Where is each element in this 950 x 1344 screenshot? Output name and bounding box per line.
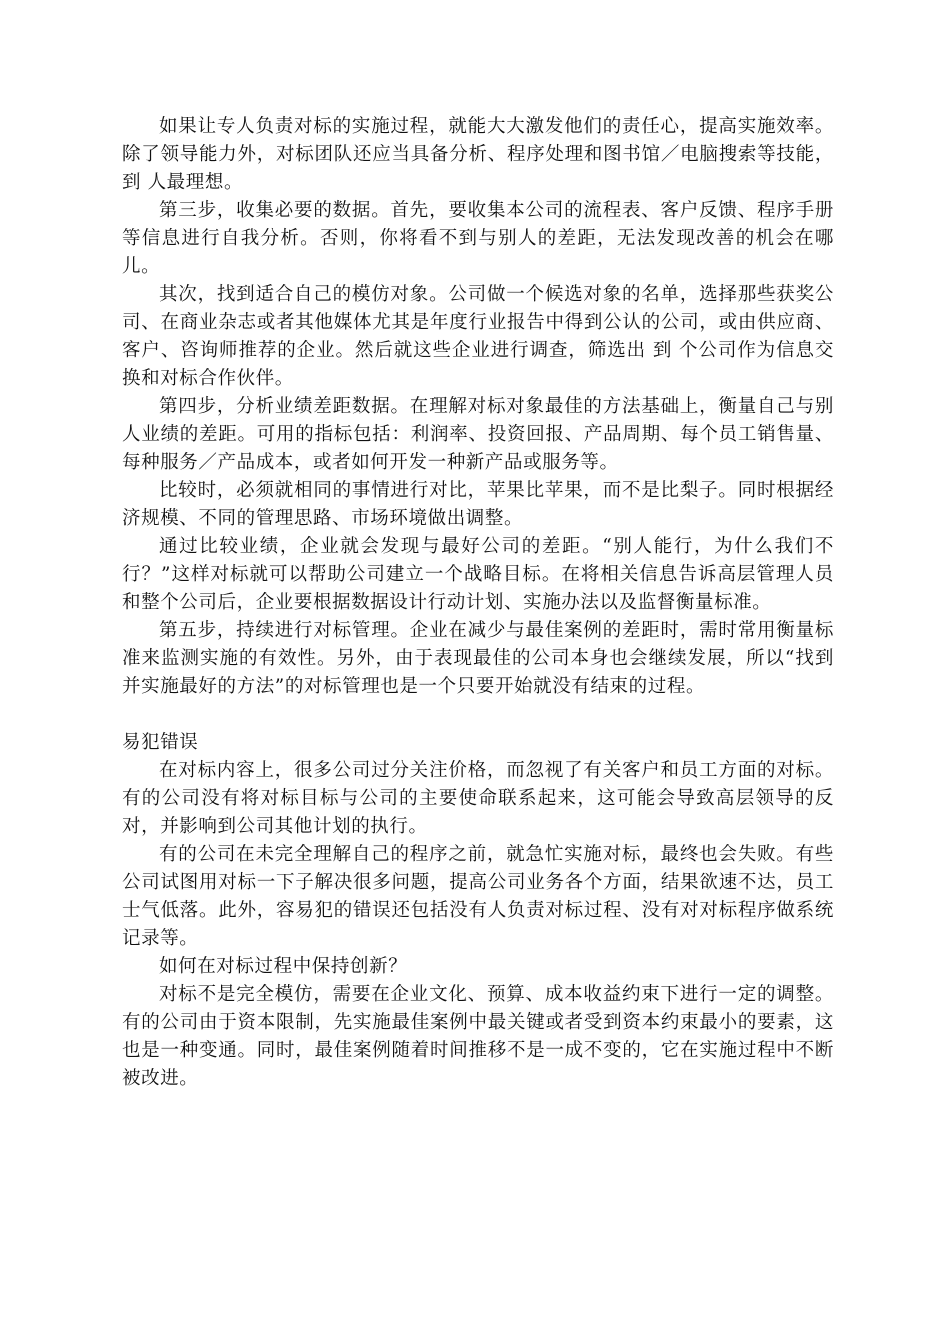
paragraph: 第四步，分析业绩差距数据。在理解对标对象最佳的方法基础上，衡量自己与别人业绩的差距。可用的指标包括：利润率、投资回报、产品周期、每个员工销售量、每种服务／产品成本，或者如何开发一种新产品或服务等。 [122,396,834,473]
paragraph: 对标不是完全模仿，需要在企业文化、预算、成本收益约束下进行一定的调整。有的公司由于资本限制，先实施最佳案例中最关键或者受到资本约束最小的要素，这也是一种变通。同时，最佳案例随着时间推移不是一成不变的，它在实施过程中不断被改进。 [122,984,834,1089]
paragraph: 比较时，必须就相同的事情进行对比，苹果比苹果，而不是比梨子。同时根据经济规模、不同的管理思路、市场环境做出调整。 [122,480,834,529]
paragraph: 第五步，持续进行对标管理。企业在减少与最佳案例的差距时，需时常用衡量标准来监测实施的有效性。另外，由于表现最佳的公司本身也会继续发展，所以“找到并实施最好的方法”的对标管理也是一个只要开始就没有结束的过程。 [122,620,834,697]
document-body [122,113,834,1093]
paragraph: 第三步，收集必要的数据。首先，要收集本公司的流程表、客户反馈、程序手册等信息进行自我分析。否则，你将看不到与别人的差距，无法发现改善的机会在哪儿。 [122,200,834,277]
subheading-question: 如何在对标过程中保持创新？ [159,956,408,977]
paragraph: 如果让专人负责对标的实施过程，就能大大激发他们的责任心，提高实施效率。除了领导能力外，对标团队还应当具备分析、程序处理和图书馆／电脑搜索等技能， 到 人最理想。 [122,116,834,193]
paragraph: 其次，找到适合自己的模仿对象。公司做一个候选对象的名单，选择那些获奖公司、在商业杂志或者其他媒体尤其是年度行业报告中得到公认的公司，或由供应商、客户、咨询师推荐的企业。然后就这些企业进行调查，筛选出 到 个公司作为信息交换和对标合作伙伴。 [122,284,834,389]
paragraph: 通过比较业绩，企业就会发现与最好公司的差距。“别人能行，为什么我们不行？”这样对标就可以帮助公司建立一个战略目标。在将相关信息告诉高层管理人员和整个公司后，企业要根据数据设计行动计划、实施办法以及监督衡量标准。 [122,536,834,613]
section-heading: 易犯错误 [122,732,199,753]
paragraph: 在对标内容上，很多公司过分关注价格，而忽视了有关客户和员工方面的对标。有的公司没有将对标目标与公司的主要使命联系起来，这可能会导致高层领导的反对，并影响到公司其他计划的执行。 [122,760,834,837]
paragraph: 有的公司在未完全理解自己的程序之前，就急忙实施对标，最终也会失败。有些公司试图用对标一下子解决很多问题，提高公司业务各个方面，结果欲速不达，员工士气低落。此外，容易犯的错误还包括没有人负责对标过程、没有对对标程序做系统记录等。 [122,844,834,949]
